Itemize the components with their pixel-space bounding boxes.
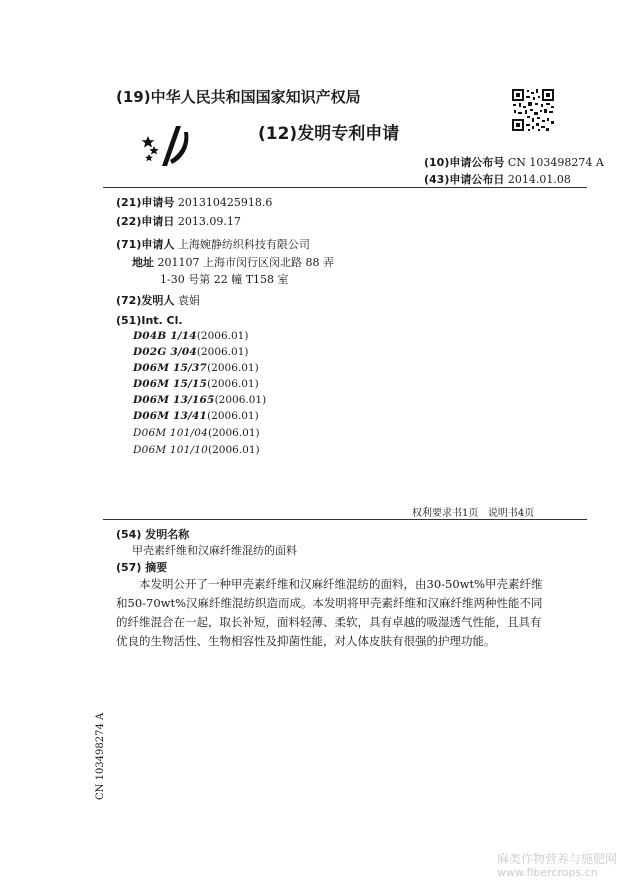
document-type: (12)发明专利申请	[258, 124, 400, 144]
page-count-note: 权利要求书1页 说明书4页	[412, 508, 535, 519]
side-publication-number: CN 103498274 A	[95, 712, 106, 800]
ipc-version: (2006.01)	[207, 378, 259, 390]
publication-number: CN 103498274 A	[507, 156, 604, 169]
abstract-text: 本发明公开了一种甲壳素纤维和汉麻纤维混纺的面料，由30-50wt%甲壳素纤维和50-70wt%汉麻纤维混纺织造而成。本发明将甲壳素纤维和汉麻纤维两种性能不同的纤维混合在一起，取长补短，面料轻薄、柔软，具有卓越的吸湿透气性能，且具有优良的生物活性、生物相容性及抑菌性能，对人体皮肤有很强的护理功能。	[116, 577, 543, 648]
ipc-entry	[133, 362, 259, 374]
application-date-row	[116, 213, 241, 229]
invention-title: 甲壳素纤维和汉麻纤维混纺的面料	[132, 544, 297, 557]
ipc-version: (2006.01)	[208, 444, 260, 456]
ipc-version: (2006.01)	[196, 330, 249, 342]
applicant: 上海婉静纺织科技有限公司	[177, 238, 310, 251]
watermark-url: www.fibercrops.cn	[497, 866, 598, 879]
ipc-entry	[133, 444, 260, 456]
ipc-entry	[133, 330, 248, 342]
application-date-label: (22)申请日	[116, 215, 175, 228]
ipc-code: D06M 13/165	[133, 394, 215, 406]
application-number: 201310425918.6	[177, 196, 273, 209]
ipc-code: D06M 101/10	[133, 444, 209, 456]
qr-code	[511, 88, 555, 132]
header-divider	[103, 187, 587, 188]
cnipa-logo	[140, 120, 196, 168]
publication-number-label: (10)申请公布号	[424, 156, 505, 169]
applicant-row	[116, 236, 310, 252]
application-number-row	[116, 194, 272, 210]
publication-date-label: (43)申请公布日	[424, 173, 505, 186]
ipc-version: (2006.01)	[208, 427, 260, 439]
ipc-entry	[133, 410, 259, 422]
address-line-1: 201107 上海市闵行区闵北路 88 弄	[157, 256, 334, 269]
inventor-row	[116, 292, 200, 308]
address-row	[132, 254, 334, 270]
ipc-code: D02G 3/04	[133, 346, 197, 358]
address-line-2: 1-30 号第 22 幢 T158 室	[160, 273, 289, 286]
application-number-label: (21)申请号	[116, 196, 175, 209]
ipc-version: (2006.01)	[214, 394, 267, 406]
address-label: 地址	[132, 256, 154, 269]
abstract-label: (57) 摘要	[116, 561, 168, 574]
publication-date: 2014.01.08	[507, 173, 571, 186]
watermark-title: 麻类作物营养与施肥网	[497, 852, 618, 866]
ipc-entry	[133, 394, 266, 406]
publication-number-row	[424, 154, 604, 170]
ipc-entry	[133, 378, 259, 390]
ipc-version: (2006.01)	[196, 346, 249, 358]
ipc-label: (51)Int. Cl.	[116, 314, 183, 327]
applicant-label: (71)申请人	[116, 238, 175, 251]
ipc-code: D06M 101/04	[133, 427, 209, 439]
ipc-code: D06M 15/15	[133, 378, 208, 390]
ipc-code: D06M 13/41	[133, 410, 208, 422]
inventor: 袁娟	[177, 294, 200, 307]
publication-date-row	[424, 171, 571, 187]
ipc-entry	[133, 346, 249, 358]
ipc-code: D06M 15/37	[133, 362, 208, 374]
inventor-label: (72)发明人	[116, 294, 175, 307]
ipc-label-row	[116, 314, 183, 327]
ipc-code: D04B 1/14	[133, 330, 197, 342]
ipc-entry	[133, 427, 260, 439]
application-date: 2013.09.17	[177, 215, 241, 228]
issuing-office: (19)中华人民共和国国家知识产权局	[116, 88, 361, 106]
ipc-version: (2006.01)	[207, 362, 259, 374]
section-divider	[103, 519, 587, 520]
title-label: (54) 发明名称	[116, 528, 190, 541]
ipc-version: (2006.01)	[207, 410, 259, 422]
